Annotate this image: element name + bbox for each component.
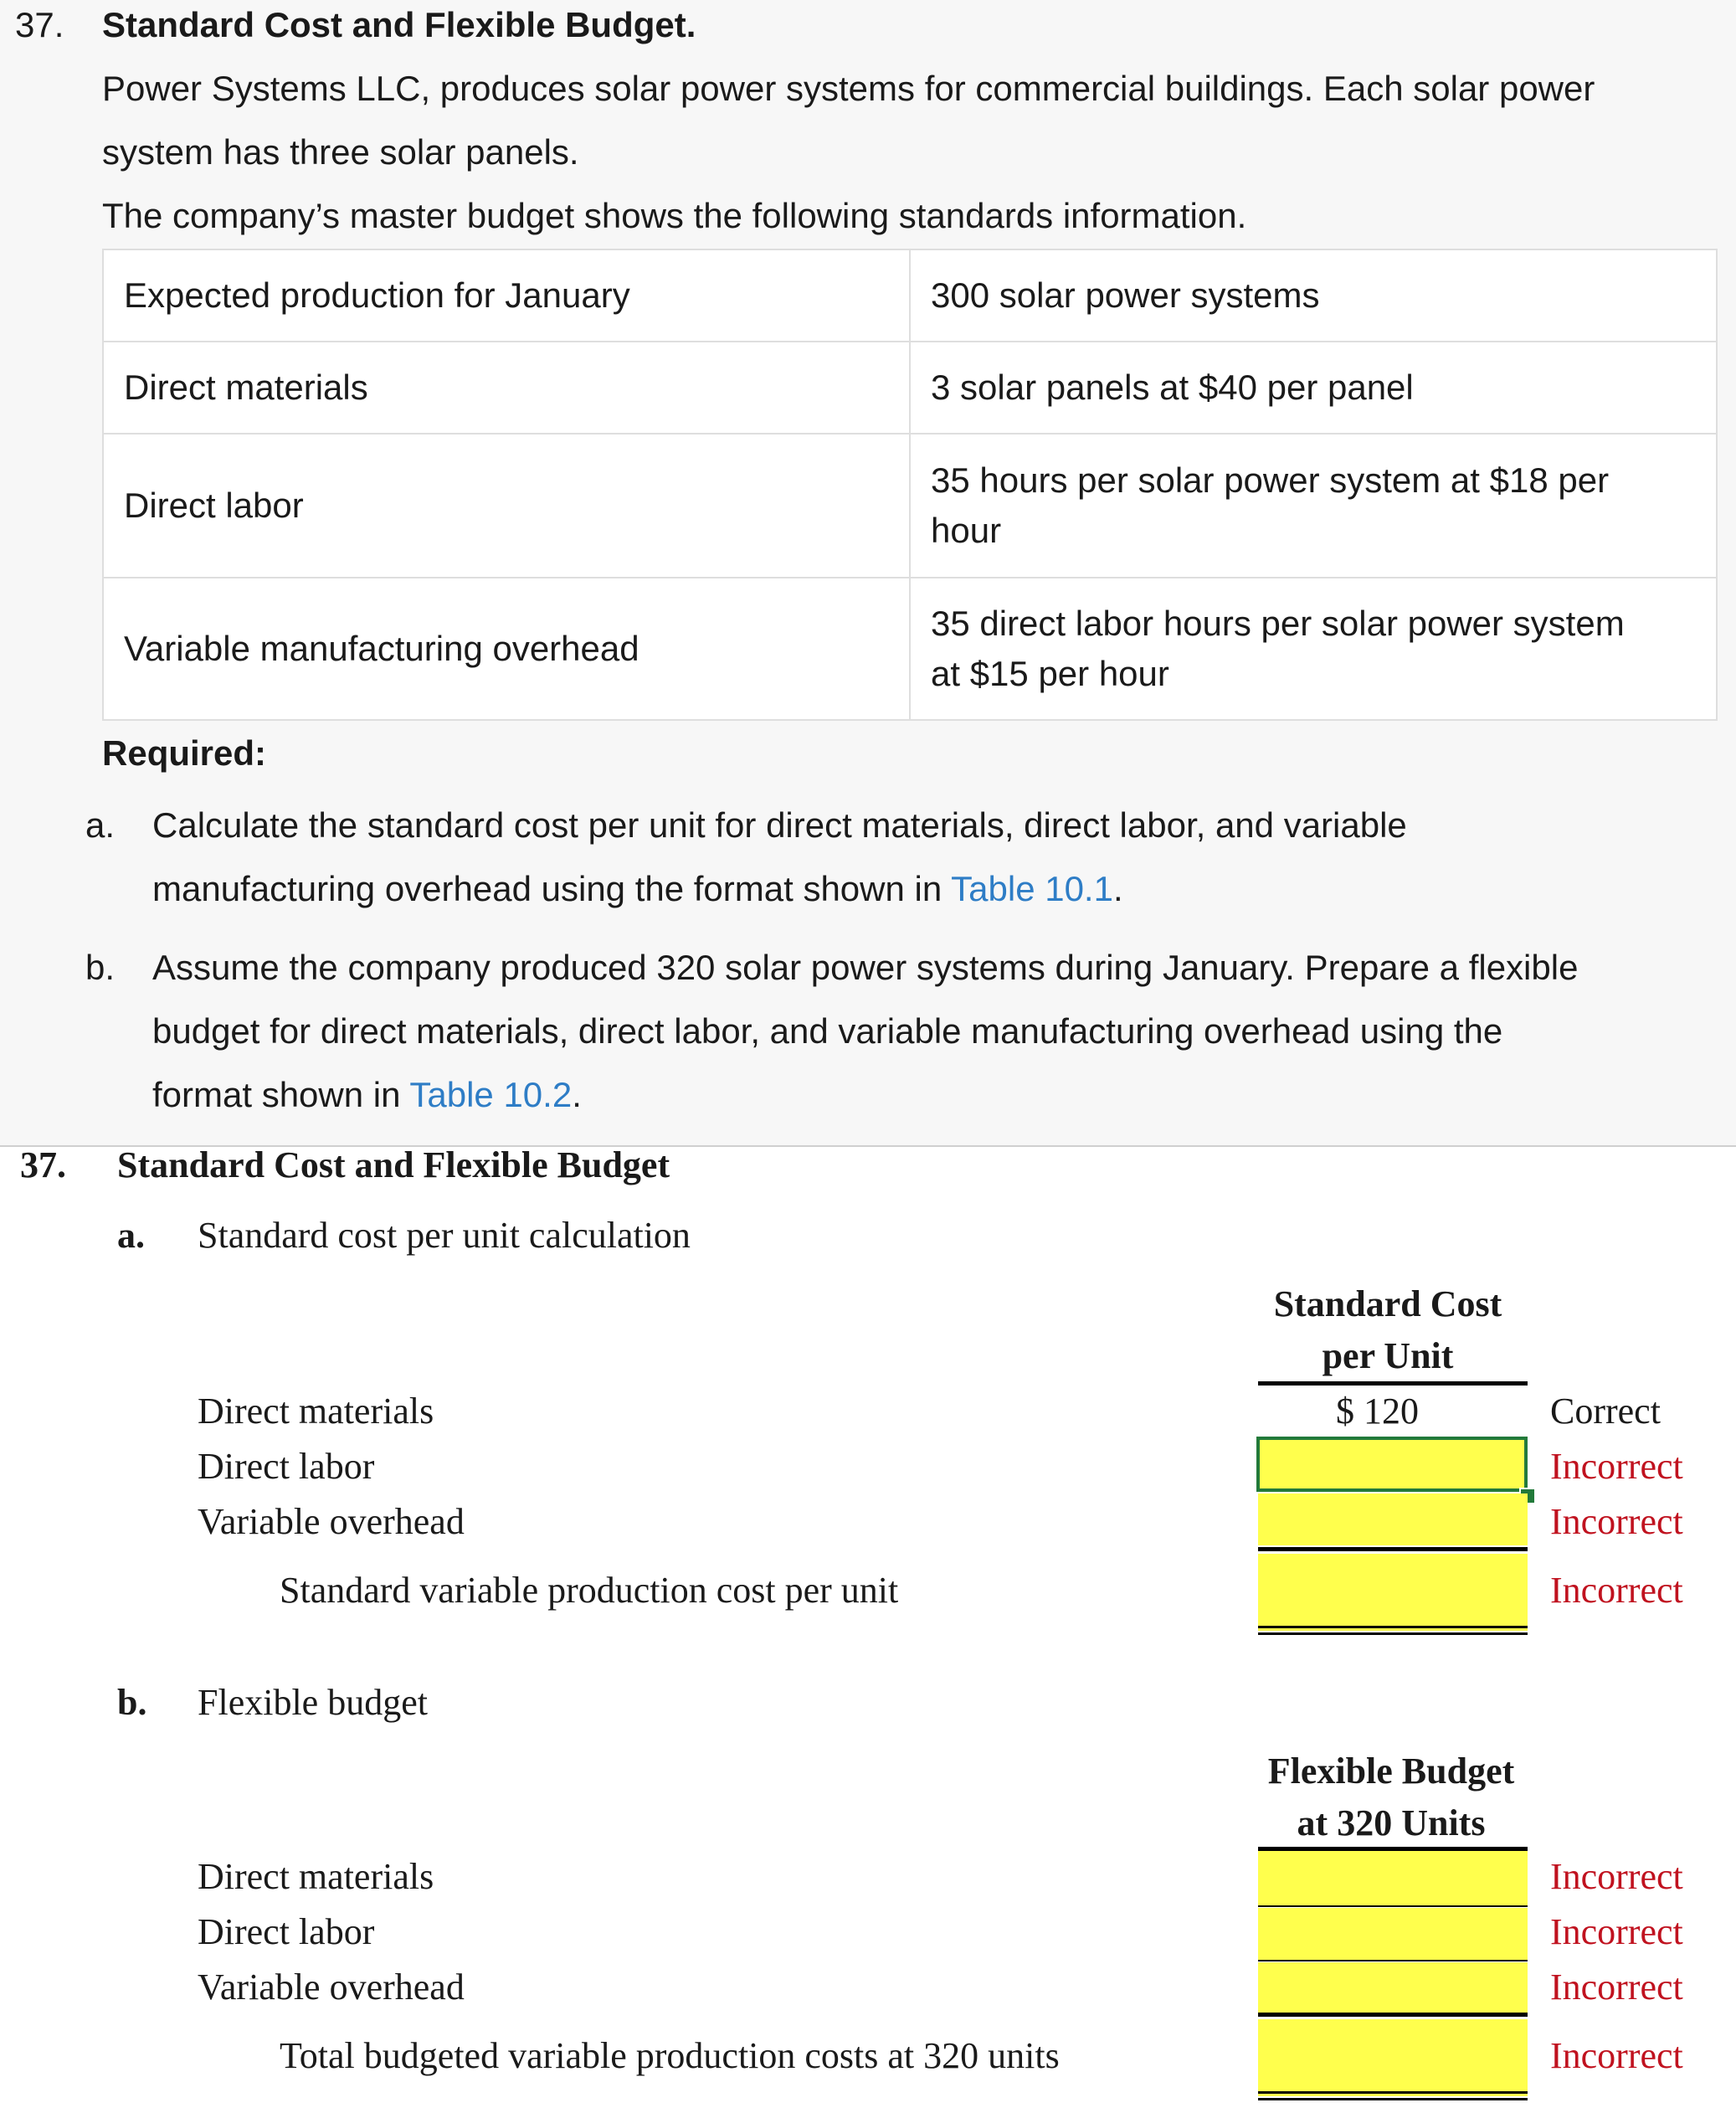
item-a-marker: a.	[85, 805, 116, 845]
row-label-variable-overhead: Variable overhead	[198, 1966, 465, 2008]
table-cell-value	[910, 342, 1717, 434]
standards-table	[102, 249, 1718, 721]
status-incorrect: Incorrect	[1550, 1856, 1683, 1897]
table-row	[103, 249, 1717, 342]
item-a-line-2	[152, 869, 1123, 909]
input-flexible-direct-labor[interactable]	[1258, 1908, 1528, 1960]
item-a-text: manufacturing overhead using the format shown in	[152, 869, 952, 908]
row-label-direct-materials: Direct materials	[198, 1856, 434, 1897]
table-row	[103, 578, 1717, 720]
row-label-variable-overhead: Variable overhead	[198, 1501, 465, 1542]
table-10-1-link[interactable]: Table 10.1	[951, 869, 1113, 908]
standard-cost-direct-materials[interactable]: $ 120	[1336, 1391, 1419, 1432]
table-cell-value	[910, 578, 1717, 720]
row-label-direct-labor: Direct labor	[198, 1911, 375, 1952]
header-underline	[1258, 1381, 1528, 1386]
item-b-line-3	[152, 1075, 582, 1115]
table-row	[103, 342, 1717, 434]
status-incorrect: Incorrect	[1550, 1570, 1683, 1611]
part-a-column-header-line-2: per Unit	[1322, 1335, 1454, 1376]
item-b-line-1: Assume the company produced 320 solar power systems during January. Prepare a flexible	[152, 948, 1579, 987]
table-cell-label: Direct materials	[103, 342, 910, 434]
row-separator	[1258, 1905, 1528, 1907]
item-b-line-2: budget for direct materials, direct labor, and variable manufacturing overhead using the	[152, 1011, 1503, 1051]
table-value-line: 35 direct labor hours per solar power system	[931, 604, 1625, 643]
subtotal-line	[1258, 2013, 1528, 2017]
intro-line-1: Power Systems LLC, produces solar power systems for commercial buildings. Each solar power	[102, 69, 1595, 108]
subtotal-line	[1258, 1547, 1528, 1551]
question-title: Standard Cost and Flexible Budget.	[102, 5, 696, 44]
status-incorrect: Incorrect	[1550, 1966, 1683, 2008]
table-value-line: 3 solar panels at $40 per panel	[931, 368, 1414, 407]
table-cell-value	[910, 434, 1717, 578]
row-label-direct-labor: Direct labor	[198, 1446, 375, 1487]
part-b-column-header-line-2: at 320 Units	[1297, 1802, 1486, 1843]
input-standard-cost-total[interactable]	[1258, 1554, 1528, 1631]
status-incorrect: Incorrect	[1550, 1501, 1683, 1542]
required-heading: Required:	[102, 733, 267, 773]
intro-line-2: system has three solar panels.	[102, 132, 579, 172]
double-underline-bottom	[1258, 1632, 1528, 1635]
item-a-period: .	[1112, 869, 1123, 908]
header-underline	[1258, 1847, 1528, 1851]
row-separator	[1258, 1960, 1528, 1961]
double-underline-bottom	[1258, 2098, 1528, 2100]
item-a-line-1: Calculate the standard cost per unit for direct materials, direct labor, and variable	[152, 805, 1407, 845]
table-value-line: 35 hours per solar power system at $18 per	[931, 460, 1610, 500]
input-flexible-variable-overhead[interactable]	[1258, 1962, 1528, 2014]
part-b-column-header-line-1: Flexible Budget	[1267, 1751, 1515, 1792]
status-incorrect: Incorrect	[1550, 2035, 1683, 2076]
input-variable-overhead-cost[interactable]	[1258, 1493, 1528, 1545]
table-cell-label: Expected production for January	[103, 249, 910, 342]
status-incorrect: Incorrect	[1550, 1911, 1683, 1952]
part-b-heading: Flexible budget	[198, 1682, 428, 1723]
item-b-text: format shown in	[152, 1075, 410, 1114]
table-value-line: 300 solar power systems	[931, 275, 1320, 315]
row-label-direct-materials: Direct materials	[198, 1391, 434, 1432]
active-cell-border	[1256, 1437, 1528, 1492]
input-flexible-direct-materials[interactable]	[1258, 1850, 1528, 1905]
table-row	[103, 434, 1717, 578]
worksheet-title: Standard Cost and Flexible Budget	[117, 1144, 670, 1185]
item-b-period: .	[572, 1075, 582, 1114]
input-flexible-total[interactable]	[1258, 2019, 1528, 2096]
part-a-heading: Standard cost per unit calculation	[198, 1215, 691, 1256]
table-cell-value	[910, 249, 1717, 342]
table-value-line: at $15 per hour	[931, 654, 1169, 693]
table-10-2-link[interactable]: Table 10.2	[409, 1075, 573, 1114]
row-label-flexible-total: Total budgeted variable production costs at 320 units	[280, 2035, 1060, 2076]
question-number: 37.	[15, 5, 64, 44]
part-a-column-header-line-1: Standard Cost	[1273, 1283, 1502, 1324]
item-b-marker: b.	[85, 948, 116, 987]
part-b-marker: b.	[117, 1682, 147, 1723]
table-cell-label: Direct labor	[103, 434, 910, 578]
row-label-standard-total: Standard variable production cost per unit	[280, 1570, 899, 1611]
double-underline-top	[1258, 1626, 1528, 1628]
table-cell-label: Variable manufacturing overhead	[103, 578, 910, 720]
part-a-marker: a.	[117, 1215, 145, 1256]
status-correct: Correct	[1550, 1391, 1661, 1432]
intro-line-3: The company’s master budget shows the following standards information.	[102, 196, 1247, 235]
table-value-line: hour	[931, 511, 1002, 550]
double-underline-top	[1258, 2091, 1528, 2094]
status-incorrect: Incorrect	[1550, 1446, 1683, 1487]
worksheet-number: 37.	[20, 1144, 66, 1185]
